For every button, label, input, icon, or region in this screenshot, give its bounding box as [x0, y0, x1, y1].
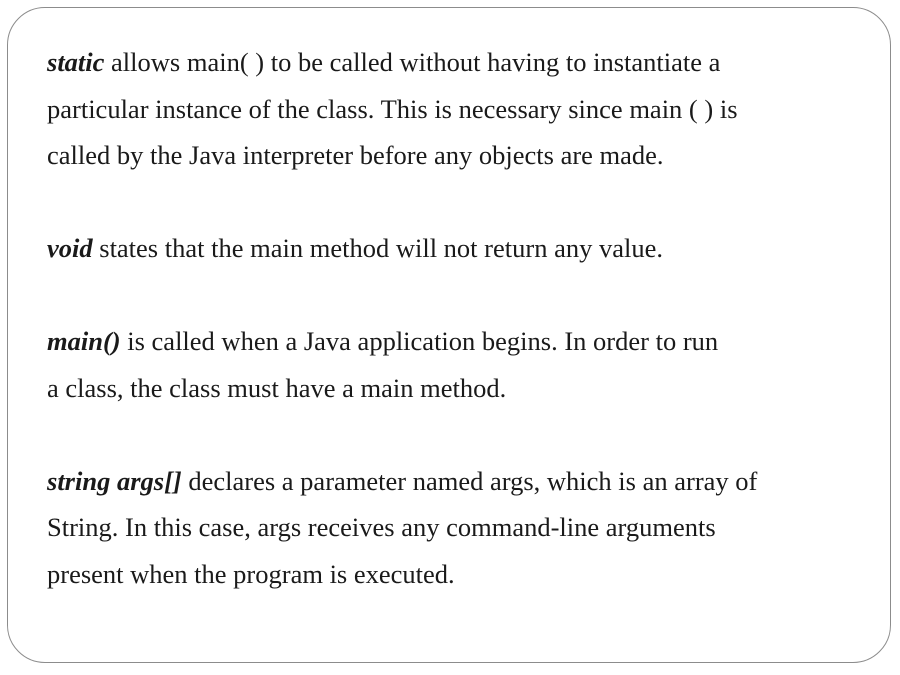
paragraph-line: String. In this case, args receives any command-line arguments — [47, 512, 716, 542]
keyword-term: void — [47, 233, 93, 263]
keyword-term: string args[] — [47, 465, 182, 496]
paragraph-void — [47, 225, 867, 272]
paragraph-line — [47, 318, 867, 365]
line-text: states that the main method will not return any value. — [92, 233, 663, 263]
paragraph-line — [47, 225, 867, 272]
line-text: declares a parameter named args, which is an array of — [181, 465, 758, 496]
line-text: is called when a Java application begins. In order to run — [120, 326, 719, 356]
paragraph-string-args — [47, 458, 867, 598]
paragraph-line: present when the program is executed. — [47, 558, 455, 589]
paragraph-static — [47, 39, 867, 179]
paragraph-line — [47, 458, 867, 505]
paragraph-line: called by the Java interpreter before any objects are made. — [47, 140, 664, 170]
paragraph-line: particular instance of the class. This is necessary since main ( ) is — [47, 93, 738, 124]
keyword-term: static — [47, 47, 105, 77]
paragraph-line — [47, 39, 867, 86]
slide-body — [47, 39, 867, 597]
keyword-term: main() — [47, 326, 121, 356]
line-text: allows main( ) to be called without having to instantiate a — [104, 47, 721, 77]
paragraph-main — [47, 318, 867, 411]
paragraph-line: a class, the class must have a main method. — [47, 372, 507, 403]
